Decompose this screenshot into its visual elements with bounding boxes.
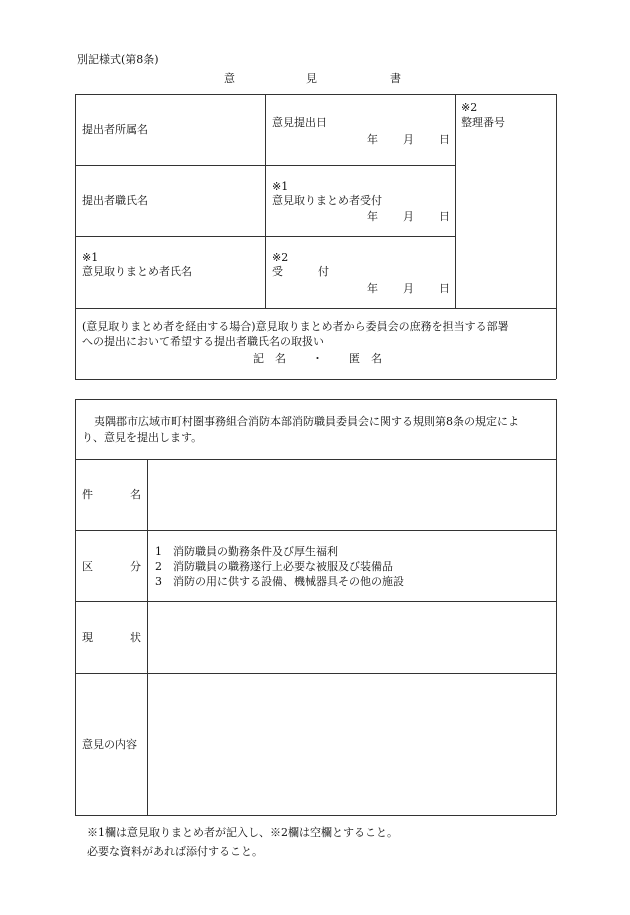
category-option-2[interactable]: 2 消防職員の職務遂行上必要な被服及び装備品 [155,560,393,573]
reg-number-mark: ※2 [461,101,478,114]
form-reference: 別記様式(第8条) [77,53,159,66]
submit-date-year: 年 [367,133,378,146]
option-separator: ・ [312,352,323,365]
affiliation-label: 提出者所属名 [82,123,148,136]
coordinator-received-day: 日 [439,210,450,223]
receipt-day: 日 [439,282,450,295]
category-char-2: 分 [130,560,141,573]
subject-char-2: 名 [130,488,141,501]
footer-note-1: ※1欄は意見取りまとめ者が記入し、※2欄は空欄とすること。 [87,826,398,839]
category-option-3[interactable]: 3 消防の用に供する設備、機械器具その他の施設 [155,575,404,588]
opinion-label: 意見の内容 [82,738,137,751]
submit-date-month: 月 [403,133,414,146]
title-char-3: 書 [390,72,401,85]
subject-char-1: 件 [82,488,93,501]
receipt-char-1: 受 [272,265,283,278]
option-named[interactable]: 記 名 [253,352,286,365]
category-option-1[interactable]: 1 消防職員の勤務条件及び厚生福利 [155,545,338,558]
receipt-mark: ※2 [272,251,289,264]
status-char-1: 現 [82,631,93,644]
subject-field[interactable] [148,460,555,529]
status-char-2: 状 [130,631,141,644]
intro-line2: り、意見を提出します。 [82,431,203,444]
category-char-1: 区 [82,560,93,573]
coordinator-name-mark: ※1 [82,251,99,264]
title-char-1: 意 [224,72,235,85]
option-anonymous[interactable]: 匿 名 [349,352,382,365]
intro-line1: 夷隅郡市広域市町村圏事務組合消防本部消防職員委員会に関する規則第8条の規定によ [94,415,519,428]
title-char-2: 見 [306,72,317,85]
receipt-year: 年 [367,282,378,295]
name-title-label: 提出者職氏名 [82,194,148,207]
coordinator-received-label: 意見取りまとめ者受付 [272,194,382,207]
coordinator-received-month: 月 [403,210,414,223]
handling-note-line2: への提出において希望する提出者職氏名の取扱い [82,335,324,348]
status-field[interactable] [148,602,555,672]
submit-date-day: 日 [439,133,450,146]
reg-number-label: 整理番号 [461,116,505,129]
coordinator-received-year: 年 [367,210,378,223]
coordinator-received-mark: ※1 [272,180,289,193]
receipt-char-2: 付 [318,265,329,278]
coordinator-name-label: 意見取りまとめ者氏名 [82,265,192,278]
receipt-month: 月 [403,282,414,295]
opinion-field[interactable] [148,674,555,814]
handling-note-line1: (意見取りまとめ者を経由する場合)意見取りまとめ者から委員会の庶務を担当する部署 [82,320,509,333]
submit-date-label: 意見提出日 [272,116,327,129]
footer-note-2: 必要な資料があれば添付すること。 [87,845,263,858]
